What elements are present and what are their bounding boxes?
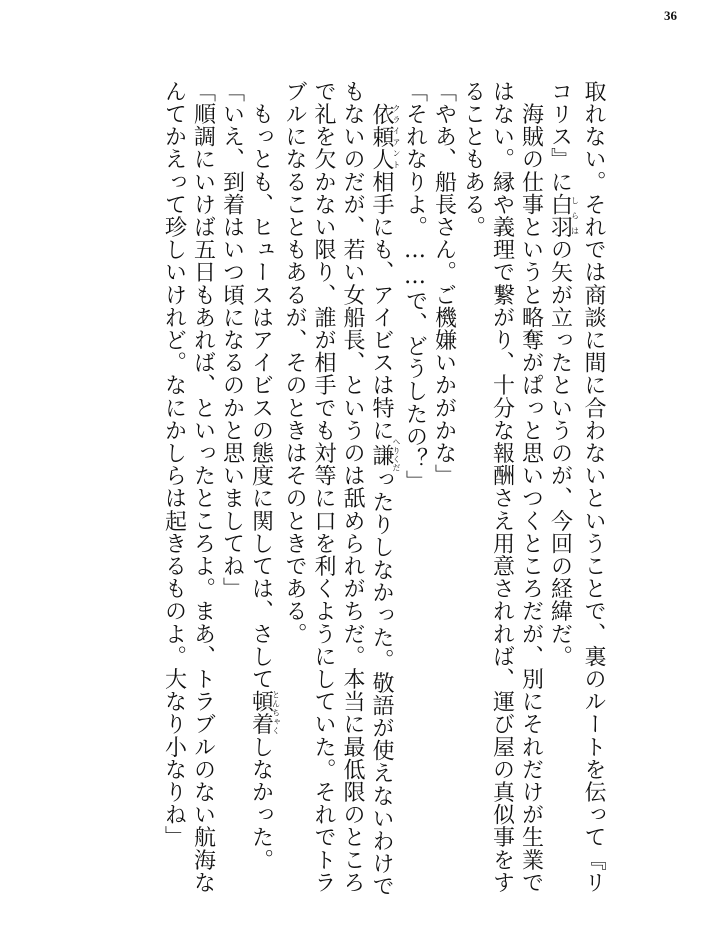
body-text — [108, 80, 608, 920]
dialogue-line: 「それなりよ。……で、どうしたの？」 — [402, 80, 428, 493]
page-number: 36 — [664, 8, 677, 23]
ruby-annotation: 頓着とんちゃく — [248, 690, 281, 736]
ruby-annotation: 謙へりくだ — [369, 437, 401, 473]
dialogue-line: 「やあ、船長さん。ご機嫌いかがかな」 — [431, 80, 457, 487]
text-line: んてかえって珍しいけれど。なにかしらは起きるものよ。大なり小なりね」 — [161, 80, 187, 849]
text-line: もっとも、ヒュースはアイビスの態度に関しては、さして頓着とんちゃくしなかった。 — [248, 80, 281, 872]
text-line: ブルになることもあるが、そのときはそのときである。 — [282, 80, 307, 645]
text-line: ることもある。 — [460, 80, 486, 239]
text-line: コリス』に白羽しらはの矢が立ったというのが、今回の経緯だ。 — [547, 80, 580, 668]
dialogue-line: 「いえ、到着はいつ頃になるのかと思いましてね」 — [219, 80, 245, 600]
text-line: で礼を欠かない限り、誰が相手でも対等に口を利くようにしていた。それでトラ — [311, 80, 336, 894]
dialogue-line: 「順調にいけば五日もあれば、といったところよ。まあ、トラブルのない航海な — [190, 80, 216, 894]
ruby-annotation: 依頼人クライアント — [369, 102, 401, 171]
text-line: 依頼人クライアント相手にも、アイビスは特に謙へりくだったりしなかった。敬語が使えないわけで — [369, 102, 401, 898]
ruby-annotation: 白羽しらは — [547, 193, 580, 239]
text-line: 取れない。それでは商談に間に合わないということで、裏のルートを伝って『リ — [581, 80, 606, 894]
text-line: もないのだが、若い女船長、というのは舐められがちだ。本当に最低限のところ — [340, 80, 365, 894]
text-line: 海賊の仕事というと略奪がぱっと思いつくところだが、別にそれだけが生業で — [518, 80, 544, 894]
text-line: はない。縁や義理で繋がり、十分な報酬さえ用意されれば、運び屋の真似事をす — [489, 80, 515, 894]
